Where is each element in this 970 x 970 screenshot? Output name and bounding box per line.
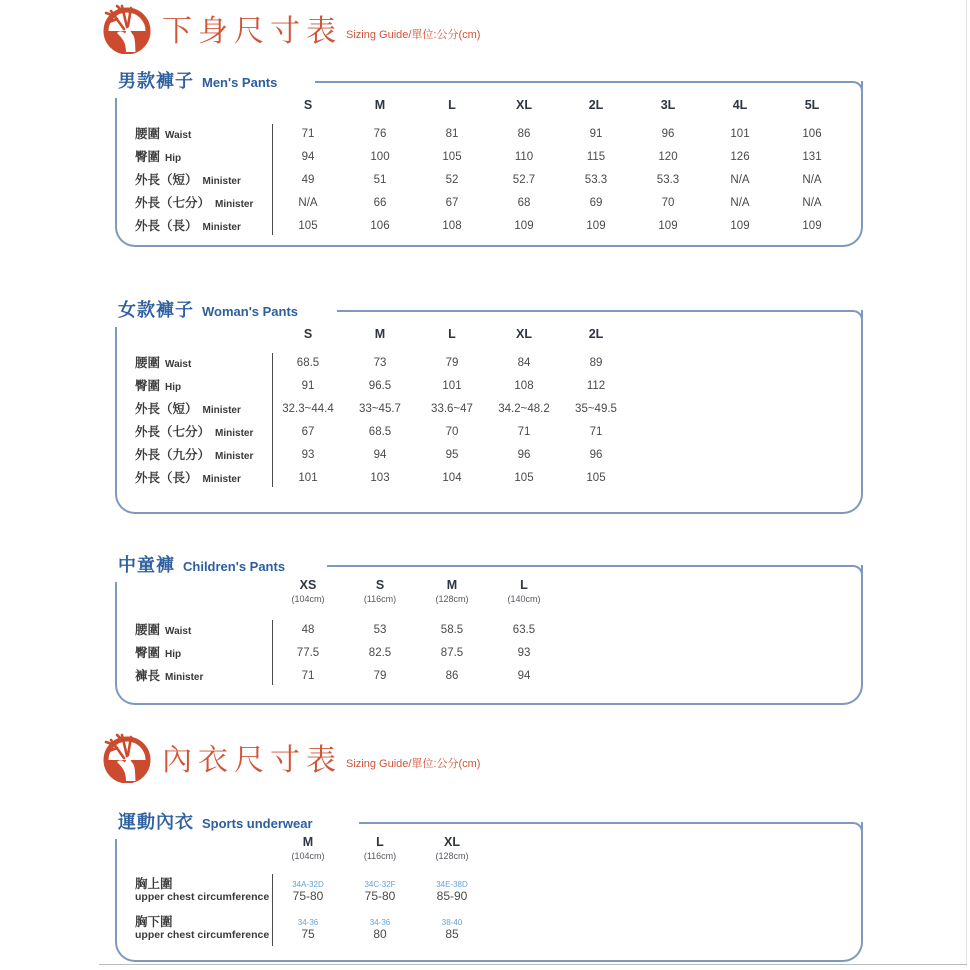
section-rule-line (337, 310, 863, 324)
row-label-zh: 外長（九分） (135, 448, 211, 462)
size-label: M (374, 98, 386, 112)
row-label (117, 620, 272, 639)
size-cm-label: (104cm) (291, 594, 325, 604)
measurement-value: 75 (301, 926, 315, 941)
measurement-value: 108 (442, 219, 462, 232)
measurement-value: 49 (301, 173, 315, 186)
row-label-en: Waist (165, 626, 192, 637)
table-rows (117, 351, 861, 489)
measurement-value: 103 (370, 471, 390, 484)
size-label: S (303, 327, 313, 341)
measurement-value: 71 (301, 669, 315, 682)
size-label: 3L (660, 98, 676, 112)
measurement-value: 66 (373, 196, 387, 209)
size-column-header (272, 834, 344, 862)
measurement-value: N/A (730, 173, 750, 186)
measurement-value: 94 (517, 669, 531, 682)
table-row (117, 420, 861, 443)
size-label: 5L (804, 98, 820, 112)
row-label (117, 445, 272, 464)
measurement-value: 106 (802, 127, 822, 140)
row-label-zh: 褲長 (135, 669, 161, 683)
size-column-header (704, 97, 776, 113)
measurement-value: 96 (661, 127, 675, 140)
row-label (117, 147, 272, 166)
size-cm-label: (140cm) (507, 594, 541, 604)
measurement-value: 89 (589, 356, 603, 369)
measurement-value: 106 (370, 219, 390, 232)
section-mens-pants (115, 67, 863, 247)
size-label: L (448, 98, 456, 112)
measurement-value: 120 (658, 150, 678, 163)
row-label (117, 170, 272, 189)
measurement-value: 80 (373, 926, 387, 941)
measurement-value: 71 (517, 425, 531, 438)
size-column-header (776, 97, 848, 113)
measurement-value: 96.5 (368, 379, 392, 392)
table-row (117, 466, 861, 489)
size-label: L (376, 835, 384, 849)
measurement-value: 76 (373, 127, 387, 140)
row-label-en: Minister (165, 672, 204, 683)
measurement-value: 53.3 (584, 173, 608, 186)
mens-pants-size-table (115, 81, 863, 247)
page-title: 下身尺寸表 (162, 15, 342, 48)
measurement-value: 77.5 (296, 646, 320, 659)
table-row (117, 351, 861, 374)
measurement-value: 105 (514, 471, 534, 484)
row-label-en: upper chest circumference (135, 891, 270, 903)
section-title-zh: 女款褲子 (118, 300, 194, 320)
measurement-value: 95 (445, 448, 459, 461)
row-label-zh: 胸上圍 (135, 877, 173, 891)
measurement-value: 91 (301, 379, 315, 392)
row-label-zh: 外長（短） (135, 173, 198, 187)
measurement-value: 67 (301, 425, 315, 438)
row-label-zh: 外長（長） (135, 471, 198, 485)
page-subtitle: Sizing Guide/單位:公分(cm) (346, 758, 481, 770)
measurement-value: 32.3~44.4 (282, 402, 334, 415)
measurement-value: 73 (373, 356, 387, 369)
header-spacer (117, 577, 272, 605)
measurement-value: 131 (802, 150, 822, 163)
measurement-value: 105 (586, 471, 606, 484)
measurement-value: 67 (445, 196, 459, 209)
section-womans-pants (115, 296, 863, 514)
size-column-header (344, 97, 416, 113)
section-title-en: Woman's Pants (202, 304, 299, 319)
size-cm-label: (128cm) (435, 594, 469, 604)
table-row (117, 145, 861, 168)
size-label: 2L (588, 98, 604, 112)
row-label-zh: 外長（短） (135, 402, 198, 416)
row-label-zh: 腰圍 (135, 127, 161, 141)
section-title-en: Children's Pants (183, 559, 286, 574)
row-label-en: Minister (215, 451, 254, 462)
measurement-value: 63.5 (512, 623, 536, 636)
size-column-header (560, 326, 632, 342)
size-column-header (416, 97, 488, 113)
measurement-value: 96 (517, 448, 531, 461)
table-row (117, 168, 861, 191)
measurement-value: 85 (445, 926, 459, 941)
measurement-value: 94 (301, 150, 315, 163)
measurement-value: N/A (298, 196, 318, 209)
measurement-value: 93 (301, 448, 315, 461)
measurement-value: 71 (589, 425, 603, 438)
measurement-value: 71 (301, 127, 315, 140)
section-title-en: Men's Pants (202, 75, 278, 90)
size-column-header (560, 97, 632, 113)
measurement-value: 84 (517, 356, 531, 369)
size-column-header (488, 577, 560, 605)
row-label (117, 666, 272, 685)
measurement-value: 35~49.5 (575, 402, 617, 415)
measurement-value: 109 (514, 219, 534, 232)
measurement-value: N/A (802, 173, 822, 186)
section-title-zh: 運動內衣 (118, 812, 194, 832)
deer-logo-icon (100, 2, 152, 54)
measurement-value: 70 (661, 196, 675, 209)
size-cm-label: (104cm) (291, 851, 325, 861)
table-row (117, 641, 861, 664)
row-label (117, 916, 272, 942)
section-title (118, 67, 287, 93)
measurement-value: 69 (589, 196, 603, 209)
measurement-value: 108 (514, 379, 534, 392)
table-rows (117, 122, 861, 237)
measurement-value: 104 (442, 471, 462, 484)
row-label-en: Hip (165, 382, 182, 393)
size-column-header (416, 326, 488, 342)
measurement-value: 86 (517, 127, 531, 140)
row-label-en: Waist (165, 130, 192, 141)
measurement-value: 86 (445, 669, 459, 682)
size-label: XL (444, 835, 460, 849)
childrens-pants-size-table (115, 565, 863, 705)
measurement-value: 58.5 (440, 623, 464, 636)
row-label-en: Minister (215, 428, 254, 439)
row-label (117, 878, 272, 904)
section-title (118, 296, 308, 322)
table-row (117, 122, 861, 145)
measurement-value: 68.5 (368, 425, 392, 438)
row-label-zh: 外長（七分） (135, 196, 211, 210)
size-column-header (344, 326, 416, 342)
size-column-header (272, 577, 344, 605)
measurement-value: 105 (298, 219, 318, 232)
row-label-en: Minister (202, 222, 241, 233)
value-cell (272, 880, 344, 903)
header-spacer (117, 97, 272, 113)
row-label-en: Hip (165, 153, 182, 164)
row-label (117, 399, 272, 418)
measurement-value: 68 (517, 196, 531, 209)
row-label-en: Waist (165, 359, 192, 370)
measurement-value: 100 (370, 150, 390, 163)
size-label: XS (299, 578, 317, 592)
size-label: M (374, 327, 386, 341)
size-column-header (272, 97, 344, 113)
bra-size-note: 34E-38D (436, 879, 468, 889)
size-column-header (632, 97, 704, 113)
value-cell (416, 918, 488, 941)
section-title (118, 808, 323, 834)
measurement-value: 79 (445, 356, 459, 369)
row-label (117, 643, 272, 662)
section-rule-line (315, 81, 863, 95)
row-label (117, 193, 272, 212)
measurement-value: 112 (586, 379, 606, 392)
size-label: L (520, 578, 528, 592)
size-column-header (488, 97, 560, 113)
size-column-header (416, 577, 488, 605)
measurement-value: 93 (517, 646, 531, 659)
measurement-value: 33~45.7 (359, 402, 401, 415)
measurement-value: 85-90 (436, 888, 468, 903)
bra-size-note: 34A-32D (292, 879, 324, 889)
row-label-en: Minister (215, 199, 254, 210)
row-label-en: Minister (202, 176, 241, 187)
size-cm-label: (116cm) (363, 594, 397, 604)
size-column-header (416, 834, 488, 862)
measurement-value: 75-80 (292, 888, 324, 903)
size-label: XL (516, 98, 532, 112)
page-title: 內衣尺寸表 (162, 744, 342, 777)
bra-size-note: 34C-32F (364, 879, 396, 889)
measurement-value: N/A (802, 196, 822, 209)
womans-pants-size-table (115, 310, 863, 514)
size-column-header (488, 326, 560, 342)
section-sports-underwear (115, 808, 863, 962)
table-row (117, 191, 861, 214)
row-label (117, 216, 272, 235)
bra-size-note: 34-36 (369, 917, 391, 927)
measurement-value: 34.2~48.2 (498, 402, 550, 415)
deer-logo-icon (100, 731, 152, 783)
value-cell (416, 880, 488, 903)
measurement-value: 126 (730, 150, 750, 163)
measurement-value: N/A (730, 196, 750, 209)
table-rows (117, 618, 861, 687)
row-label-en: Hip (165, 649, 182, 660)
row-label (117, 353, 272, 372)
section-title-en: Sports underwear (202, 816, 313, 831)
measurement-value: 94 (373, 448, 387, 461)
measurement-value: 70 (445, 425, 459, 438)
measurement-value: 109 (802, 219, 822, 232)
section-title-zh: 男款褲子 (118, 71, 194, 91)
measurement-value: 52 (445, 173, 459, 186)
table-rows (117, 872, 861, 948)
row-label-zh: 外長（長） (135, 219, 198, 233)
value-cell (344, 918, 416, 941)
size-label: S (375, 578, 385, 592)
row-label-zh: 臀圍 (135, 379, 161, 393)
measurement-value: 48 (301, 623, 315, 636)
header-spacer (117, 834, 272, 862)
measurement-value: 82.5 (368, 646, 392, 659)
table-row (117, 664, 861, 687)
size-label: M (446, 578, 458, 592)
page-subtitle: Sizing Guide/單位:公分(cm) (346, 29, 481, 41)
table-row (117, 214, 861, 237)
row-label (117, 376, 272, 395)
row-label-zh: 腰圍 (135, 623, 161, 637)
size-label: 2L (588, 327, 604, 341)
row-label-en: Minister (202, 474, 241, 485)
row-label (117, 124, 272, 143)
measurement-value: 51 (373, 173, 387, 186)
column-header-row (117, 834, 861, 862)
lower-body-size-header (100, 2, 480, 54)
size-column-header (344, 834, 416, 862)
measurement-value: 101 (730, 127, 750, 140)
bra-size-note: 38-40 (441, 917, 463, 927)
row-label-zh: 臀圍 (135, 646, 161, 660)
measurement-value: 105 (442, 150, 462, 163)
header-spacer (117, 326, 272, 342)
table-row (117, 443, 861, 466)
size-label: 4L (732, 98, 748, 112)
row-label-zh: 胸下圍 (135, 915, 173, 929)
table-row (117, 872, 861, 910)
row-label-zh: 腰圍 (135, 356, 161, 370)
measurement-value: 52.7 (512, 173, 536, 186)
bra-size-note: 34-36 (297, 917, 319, 927)
section-rule-line (327, 565, 863, 579)
page-edge-bottom (99, 964, 967, 965)
measurement-value: 101 (298, 471, 318, 484)
table-row (117, 618, 861, 641)
section-childrens-pants (115, 551, 863, 705)
row-label-zh: 臀圍 (135, 150, 161, 164)
measurement-value: 96 (589, 448, 603, 461)
column-header-row (117, 97, 861, 113)
sports-underwear-size-table (115, 822, 863, 962)
measurement-value: 79 (373, 669, 387, 682)
value-cell (344, 880, 416, 903)
table-row (117, 910, 861, 948)
measurement-value: 81 (445, 127, 459, 140)
measurement-value: 109 (586, 219, 606, 232)
size-label: XL (516, 327, 532, 341)
section-rule-line (359, 822, 863, 836)
measurement-value: 91 (589, 127, 603, 140)
size-label: L (448, 327, 456, 341)
row-label-en: Minister (202, 405, 241, 416)
size-label: M (302, 835, 314, 849)
measurement-value: 68.5 (296, 356, 320, 369)
measurement-value: 33.6~47 (431, 402, 473, 415)
size-column-header (272, 326, 344, 342)
measurement-value: 87.5 (440, 646, 464, 659)
row-label-zh: 外長（七分） (135, 425, 211, 439)
row-label (117, 422, 272, 441)
measurement-value: 101 (442, 379, 462, 392)
section-title-zh: 中童褲 (118, 555, 175, 575)
size-cm-label: (128cm) (435, 851, 469, 861)
table-row (117, 374, 861, 397)
measurement-value: 109 (658, 219, 678, 232)
measurement-value: 75-80 (364, 888, 396, 903)
value-cell (272, 918, 344, 941)
section-title (118, 551, 295, 577)
measurement-value: 110 (514, 150, 534, 163)
measurement-value: 115 (586, 150, 606, 163)
column-header-row (117, 326, 861, 342)
size-label: S (303, 98, 313, 112)
row-label (117, 468, 272, 487)
underwear-size-header (100, 731, 480, 783)
table-row (117, 397, 861, 420)
size-cm-label: (116cm) (363, 851, 397, 861)
measurement-value: 109 (730, 219, 750, 232)
size-column-header (344, 577, 416, 605)
measurement-value: 53 (373, 623, 387, 636)
page-edge-right (966, 0, 967, 966)
row-label-en: upper chest circumference (135, 929, 270, 941)
measurement-value: 53.3 (656, 173, 680, 186)
column-header-row (117, 577, 861, 605)
